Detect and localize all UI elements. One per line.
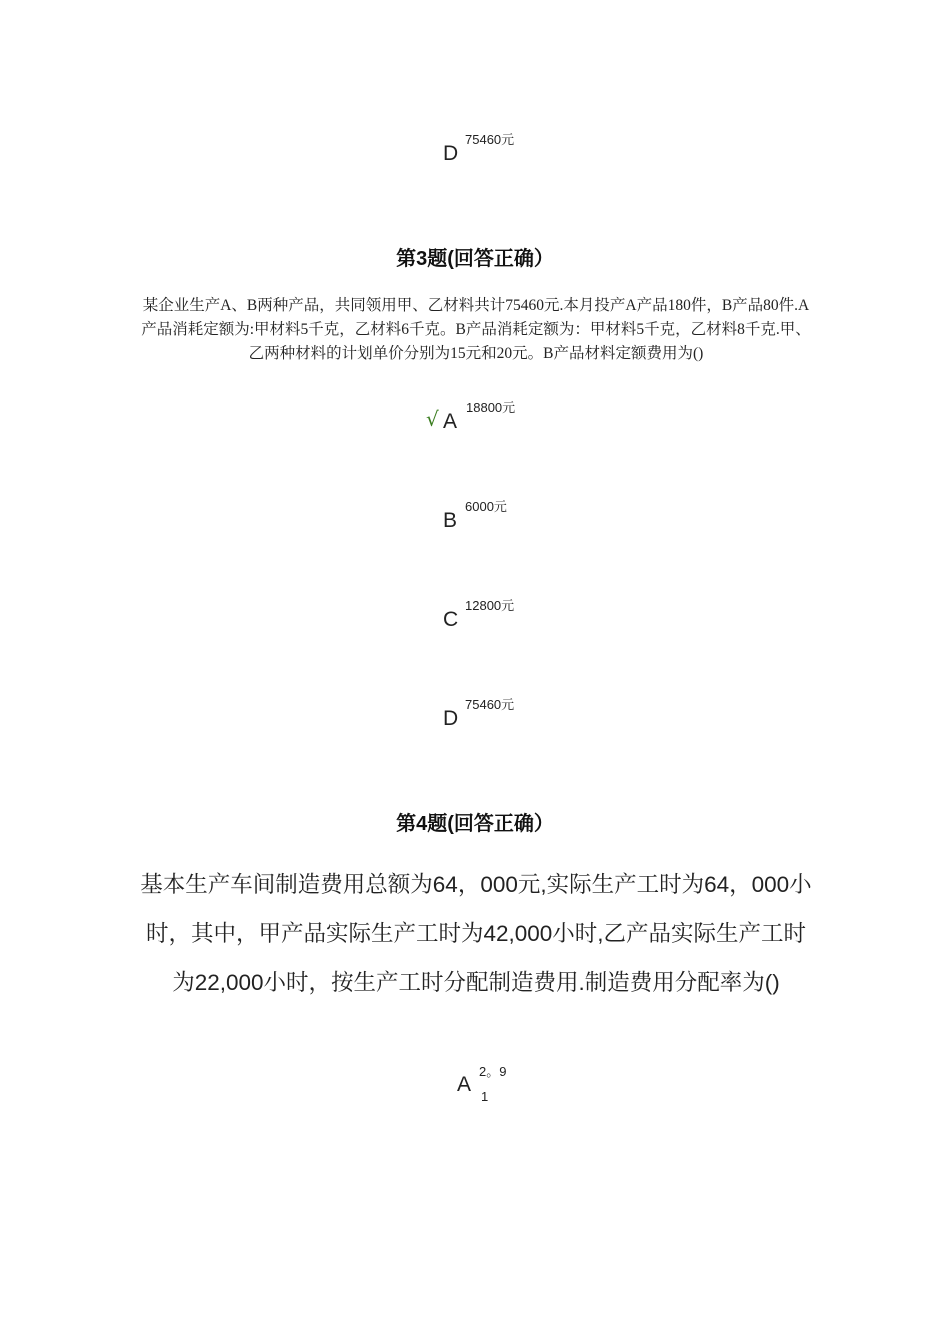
option-letter: C [443,608,459,631]
question-4-option-a[interactable] [457,1064,537,1104]
option-letter: D [443,142,459,165]
question-3-option-d[interactable] [443,697,563,737]
option-letter: A [457,1073,472,1096]
option-text: 12800元 [465,598,515,613]
question-3-body: 某企业生产A、B两种产品，共同领用甲、乙材料共计75460元.本月投产A产品180件，B产品80件.A产品消耗定额为:甲材料5千克，乙材料6千克。B产品消耗定额为：甲材料5千克，乙材料8千克.甲、乙两种材料的计划单价分别为15元和20元。B产品材料定额费用为() [141,297,811,362]
question-4-body: 基本生产车间制造费用总额为64，000元,实际生产工时为64，000小时，其中，甲产品实际生产工时为42,000小时,乙产品实际生产工时为22,000小时，按生产工时分配制造费用.制造费用分配率为() [140,872,812,995]
correct-check-icon: √ [426,407,439,431]
option-text-bottom: 1 [481,1089,489,1104]
option-text: 6000元 [465,499,507,514]
option-text: 75460元 [465,697,515,712]
option-letter: B [443,509,458,532]
option-text-top: 2。9 [479,1064,507,1079]
question-3-option-c[interactable] [443,598,563,638]
option-letter: D [443,707,459,730]
option-letter: A [443,410,458,433]
question-3-title: 第3题(回答正确） [396,248,554,270]
question-3-option-b[interactable] [443,499,563,539]
question-3-option-a[interactable] [426,400,566,440]
option-text: 75460元 [465,132,515,147]
option-text: 18800元 [466,400,516,415]
question-4-title: 第4题(回答正确） [396,813,554,835]
option-d-previous[interactable] [443,132,563,172]
